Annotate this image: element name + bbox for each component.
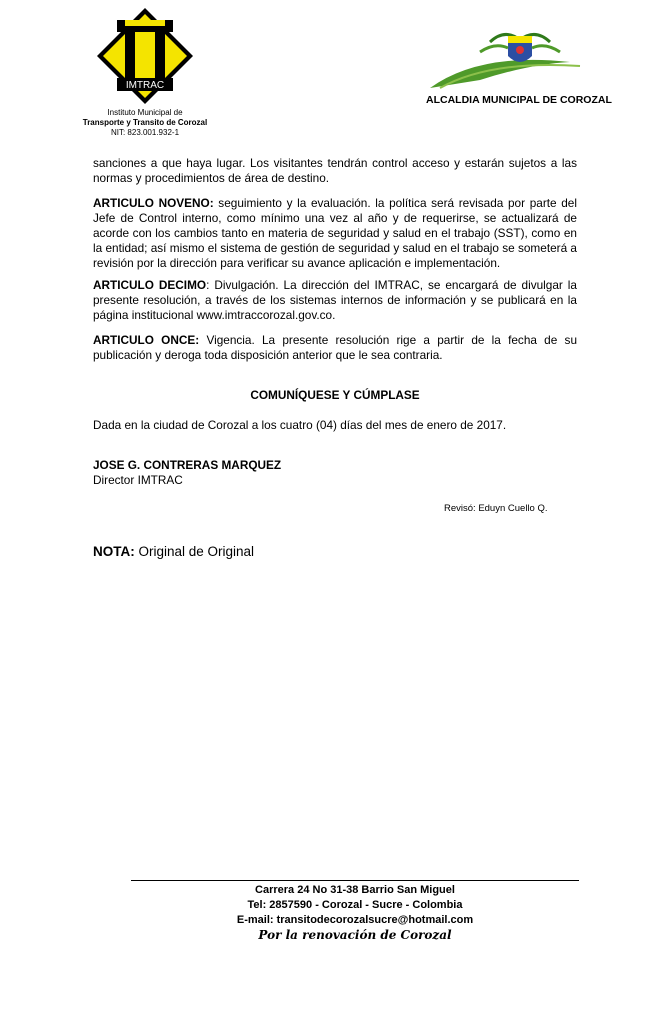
footer-phone: Tel: 2857590 - Corozal - Sucre - Colombia (247, 899, 463, 911)
reviewed-by: Revisó: Eduyn Cuello Q. (444, 503, 548, 514)
alcaldia-title: ALCALDIA MUNICIPAL DE COROZAL (426, 94, 612, 106)
articulo-decimo-text: : Divulgación. La dirección del IMTRAC, se encargará de divulgar la presente resolución, a través de los sistemas internos de información y se publicará en la página institucional www.imtraccorozal.gov.co. (93, 278, 577, 322)
articulo-noveno-label: ARTICULO NOVENO: (93, 196, 214, 210)
paragraph-articulo-decimo (93, 278, 577, 323)
alcaldia-logo-block (420, 22, 625, 112)
note-text: Original de Original (134, 544, 255, 559)
signer-name: JOSE G. CONTRERAS MARQUEZ (93, 458, 282, 472)
signer-role: Director IMTRAC (93, 473, 183, 487)
articulo-once-label: ARTICULO ONCE: (93, 333, 200, 347)
footer-divider (131, 880, 579, 881)
institute-name-line1: Instituto Municipal de (107, 108, 183, 117)
note-label: NOTA: (93, 544, 135, 559)
date-line: Dada en la ciudad de Corozal a los cuatro (04) días del mes de enero de 2017. (93, 418, 507, 432)
paragraph-visitantes: sanciones a que haya lugar. Los visitantes tendrán control acceso y estarán sujetos a las normas y procedimientos de área de destino. (93, 156, 577, 185)
articulo-once-text: Vigencia. La presente resolución rige a partir de la fecha de su publicación y deroga toda disposición anterior que le sea contraria. (93, 333, 577, 362)
articulo-decimo-label: ARTICULO DECIMO (93, 278, 207, 292)
paragraph-articulo-noveno (93, 196, 577, 271)
footer-address: Carrera 24 No 31-38 Barrio San Miguel (255, 884, 455, 896)
imtrac-logo-block (60, 6, 230, 136)
imtrac-logo-text: IMTRAC (125, 80, 165, 91)
institute-name-line2: Transporte y Transito de Corozal (82, 118, 208, 127)
alcaldia-emblem-icon (420, 22, 625, 92)
paragraph-articulo-once (93, 333, 577, 363)
closing-title: COMUNÍQUESE Y CÚMPLASE (250, 388, 420, 402)
footer-slogan: Por la renovación de Corozal (258, 928, 452, 942)
institute-nit: NIT: 823.001.932-1 (110, 128, 180, 137)
note-line (93, 544, 254, 559)
footer-email: E-mail: transitodecorozalsucre@hotmail.com (236, 914, 474, 926)
imtrac-logo-icon (95, 6, 195, 106)
articulo-noveno-text: seguimiento y la evaluación. la política será revisada por parte del Jefe de Control interno, como mínimo una vez al año y de requerirse, se actualizará de acorde con los cambios tanto en materia de seguridad y salud en el trabajo (SST), como en la entidad; así mismo el sistema de gestión de seguridad y salud en el trabajo se someterá a revisión por la dirección para verificar su avance aplicación e implementación. (93, 196, 577, 270)
